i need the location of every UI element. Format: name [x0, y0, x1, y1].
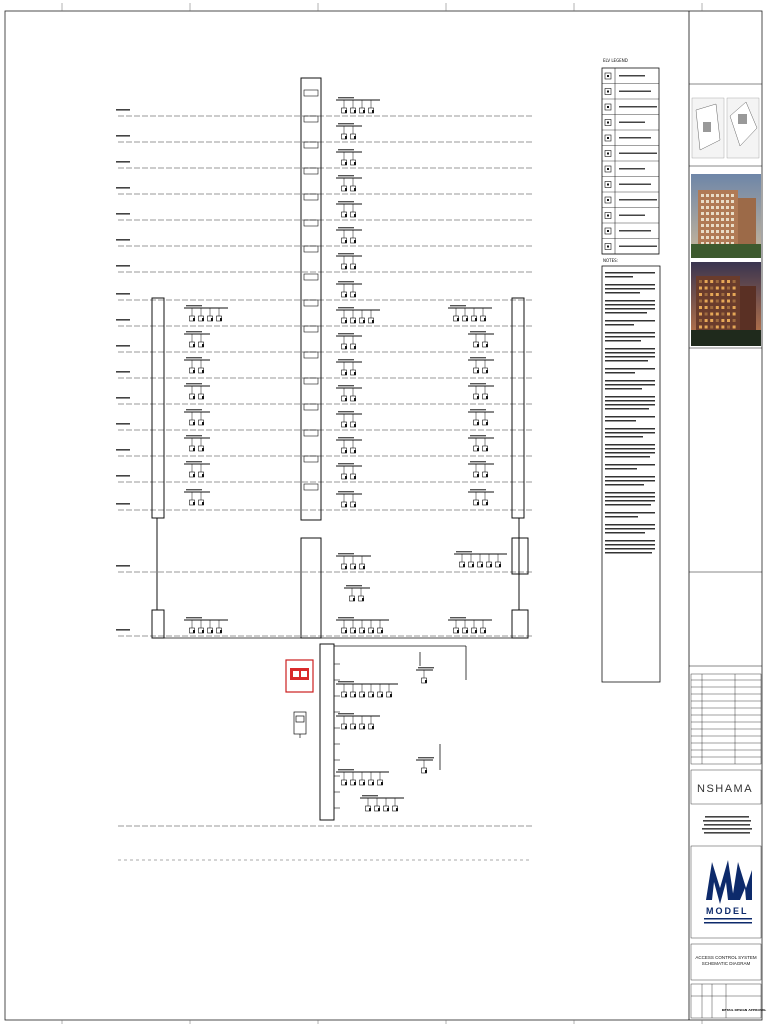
legend-panel	[602, 58, 659, 254]
central-door-group-3	[336, 175, 362, 191]
note-line	[605, 524, 655, 526]
floor-label-7	[116, 293, 130, 295]
note-line	[605, 500, 655, 502]
note-line	[605, 528, 655, 530]
legend-row-2	[602, 104, 659, 115]
note-line	[605, 540, 655, 542]
floor-label-5	[116, 239, 130, 241]
note-line	[605, 312, 647, 314]
right-door-group-6	[468, 461, 494, 477]
right-door-group-7	[468, 489, 494, 505]
legend-row-0	[602, 73, 659, 84]
note-line	[605, 420, 636, 422]
left-door-group-1	[184, 331, 210, 347]
basement-door-group-1	[336, 713, 380, 729]
note-line	[605, 492, 655, 494]
legend-row-7	[602, 182, 659, 193]
revision-table	[691, 674, 761, 764]
central-door-group-0	[336, 97, 380, 113]
sheet-info-cells	[691, 984, 761, 1018]
floor-level-labels	[116, 109, 130, 631]
central-door-group-8	[336, 307, 380, 323]
note-line	[605, 548, 655, 550]
legend-row-1	[602, 89, 659, 100]
central-door-group-10	[336, 359, 362, 375]
central-door-group-12	[336, 411, 362, 427]
floor-label-10	[116, 371, 130, 373]
central-door-group-6	[336, 253, 362, 269]
note-line	[605, 288, 655, 290]
basement-door-group-3	[360, 795, 404, 811]
note-line	[605, 464, 655, 466]
drawing-title-box	[691, 944, 761, 980]
left-podium-riser	[152, 610, 164, 638]
note-line	[605, 372, 635, 374]
central-door-group-9	[336, 333, 362, 349]
note-line	[605, 512, 655, 514]
legend-row-9	[602, 213, 659, 224]
riser-lines	[152, 78, 528, 820]
building-render-image	[691, 174, 761, 346]
note-line	[605, 532, 645, 534]
legend-title: ELV LEGEND	[603, 58, 628, 63]
legend-row-3	[602, 120, 659, 131]
left-door-group-0	[184, 305, 228, 321]
note-line	[605, 404, 655, 406]
note-line	[605, 480, 655, 482]
floor-label-12	[116, 423, 130, 425]
legend-row-11	[602, 244, 659, 255]
central-door-group-4	[336, 201, 362, 217]
right-door-group-0	[448, 305, 492, 321]
notes-panel	[602, 258, 660, 682]
note-line	[605, 384, 655, 386]
drawing-title: ACCESS CONTROL SYSTEM SCHEMATIC DIAGRAM	[695, 955, 757, 966]
note-line	[605, 356, 655, 358]
note-line	[605, 416, 655, 418]
note-line	[605, 352, 655, 354]
floor-label-17	[116, 629, 130, 631]
right-door-group-podium	[454, 551, 507, 567]
podium-connections	[164, 638, 512, 770]
basement-door-group-4	[416, 667, 434, 683]
central-door-group-podium-2	[344, 585, 370, 601]
control-room-panel	[286, 660, 313, 692]
note-line	[605, 516, 638, 518]
right-door-group-3	[468, 383, 494, 399]
note-line	[605, 380, 655, 382]
title-block	[689, 11, 766, 1020]
note-line	[605, 468, 637, 470]
note-line	[605, 336, 655, 338]
note-line	[605, 452, 655, 454]
left-riser	[152, 298, 164, 518]
central-door-group-15	[336, 491, 362, 507]
central-door-group-2	[336, 149, 362, 165]
note-line	[605, 396, 655, 398]
note-line	[605, 456, 650, 458]
note-line	[605, 320, 655, 322]
note-line	[605, 544, 655, 546]
floor-label-11	[116, 397, 130, 399]
floor-label-6	[116, 265, 130, 267]
central-door-group-13	[336, 437, 362, 453]
note-line	[605, 284, 655, 286]
note-line	[605, 360, 648, 362]
note-line	[605, 340, 641, 342]
legend-row-5	[602, 151, 659, 162]
legend-row-4	[602, 135, 659, 146]
access-control-workstation	[294, 712, 306, 738]
floor-label-3	[116, 187, 130, 189]
right-riser	[512, 298, 524, 518]
legend-row-8	[602, 197, 659, 208]
status-label: DETAIL DESIGN APPROVAL	[721, 1008, 767, 1012]
note-line	[605, 300, 655, 302]
left-door-group-2	[184, 357, 210, 373]
basement-door-group-0	[336, 681, 398, 697]
central-door-group-5	[336, 227, 362, 243]
right-podium-riser	[512, 538, 528, 574]
floor-label-15	[116, 503, 130, 505]
note-line	[605, 348, 655, 350]
central-door-group-11	[336, 385, 362, 401]
central-door-groups	[304, 90, 389, 633]
central-door-group-14	[336, 463, 362, 479]
client-logo	[691, 770, 761, 804]
note-line	[605, 444, 655, 446]
key-plan	[692, 98, 759, 158]
right-door-groups	[448, 305, 507, 633]
floor-label-8	[116, 319, 130, 321]
basement-door-group-5	[416, 757, 434, 773]
notes-title: NOTES:	[603, 258, 618, 263]
central-door-group-podium	[336, 553, 371, 569]
floor-label-4	[116, 213, 130, 215]
note-line	[605, 408, 649, 410]
note-line	[605, 368, 655, 370]
left-door-groups	[184, 305, 228, 633]
note-line	[605, 436, 643, 438]
right-door-group-4	[468, 409, 494, 425]
central-door-group-1	[336, 123, 362, 139]
floor-label-1	[116, 135, 130, 137]
note-line	[605, 504, 651, 506]
floor-level-lines	[118, 116, 534, 636]
note-line	[605, 388, 642, 390]
right-door-group-2	[468, 357, 494, 373]
left-door-group-4	[184, 409, 210, 425]
note-line	[605, 448, 655, 450]
floor-label-16	[116, 565, 130, 567]
consultant-logo	[691, 846, 761, 938]
right-podium-riser-lower	[512, 610, 528, 638]
floor-label-2	[116, 161, 130, 163]
floor-label-13	[116, 449, 130, 451]
right-door-group-1	[468, 331, 494, 347]
legend-row-10	[602, 228, 659, 239]
client-logo-text: NSHAMA	[697, 783, 754, 795]
left-door-group-7	[184, 489, 210, 505]
note-line	[605, 308, 655, 310]
right-door-group-ground	[448, 617, 492, 633]
left-door-group-ground	[184, 617, 228, 633]
right-door-group-5	[468, 435, 494, 451]
floor-label-9	[116, 345, 130, 347]
central-door-group-ground	[336, 617, 389, 633]
note-line	[605, 552, 652, 554]
basement-riser	[320, 644, 334, 820]
note-line	[605, 484, 644, 486]
floor-label-0	[116, 109, 130, 111]
note-line	[605, 432, 655, 434]
note-line	[605, 276, 633, 278]
note-line	[605, 292, 640, 294]
note-line	[605, 304, 655, 306]
legend-row-6	[602, 166, 659, 177]
basement-door-group-2	[336, 769, 389, 785]
consultant-logo-text: MODEL	[706, 906, 749, 916]
note-line	[605, 332, 655, 334]
project-description	[702, 816, 752, 834]
central-riser-lower	[301, 538, 321, 638]
basement-door-groups	[334, 664, 434, 811]
note-line	[605, 476, 655, 478]
left-door-group-6	[184, 461, 210, 477]
note-line	[605, 428, 655, 430]
note-line	[605, 324, 634, 326]
left-door-group-3	[184, 383, 210, 399]
note-line	[605, 272, 655, 274]
left-door-group-5	[184, 435, 210, 451]
central-door-group-7	[336, 281, 362, 297]
note-line	[605, 400, 655, 402]
note-line	[605, 496, 655, 498]
floor-label-14	[116, 475, 130, 477]
